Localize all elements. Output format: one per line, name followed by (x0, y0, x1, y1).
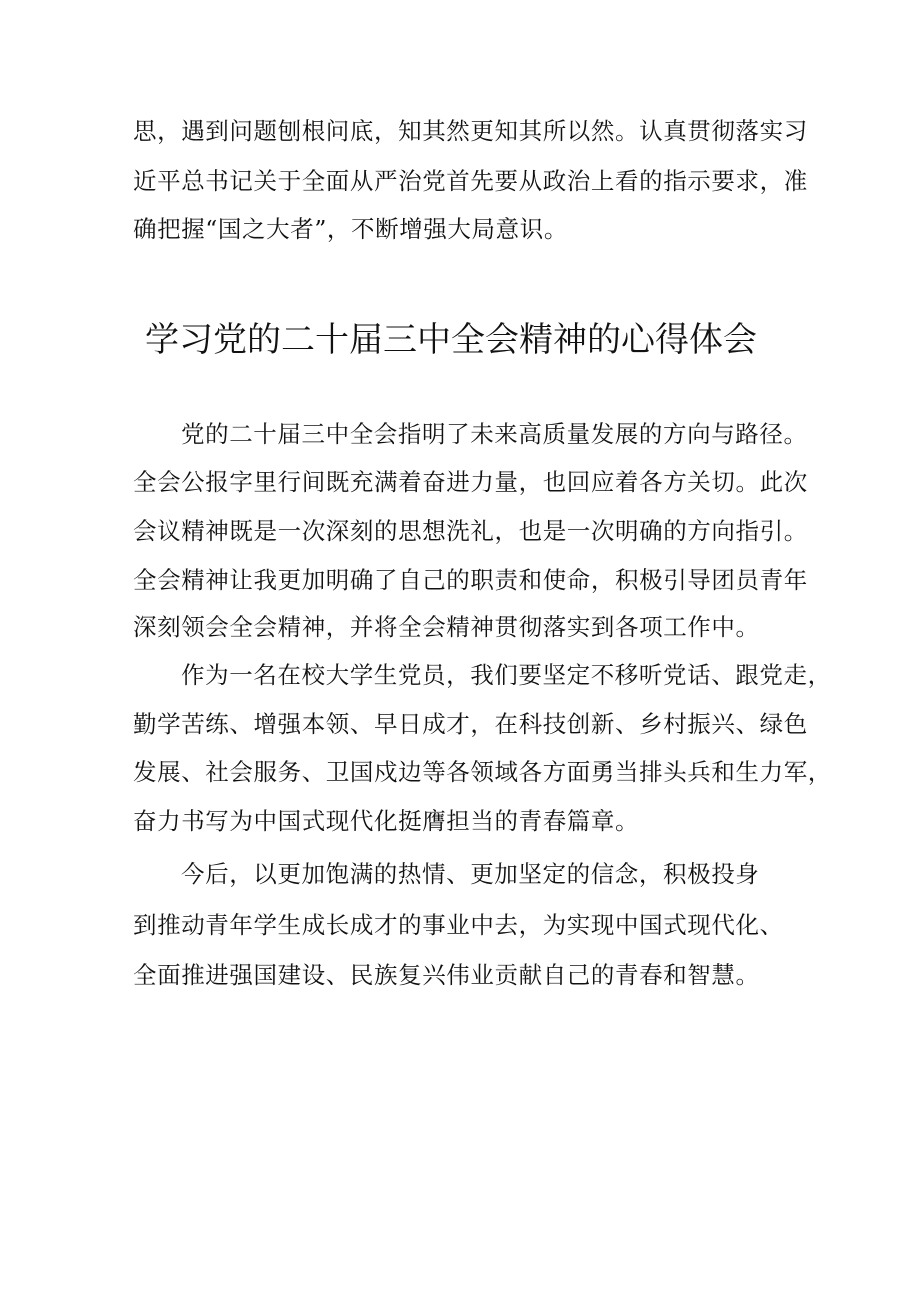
text-line: 确把握“国之大者”，不断增强大局意识。 (133, 215, 568, 243)
text-line: 今后，以更加饱满的热情、更加坚定的信念，积极投身 (181, 860, 760, 888)
text-line: 深刻领会全会精神，并将全会精神贯彻落实到各项工作中。 (133, 613, 760, 641)
text-line: 近平总书记关于全面从严治党首先要从政治上看的指示要求，准 (133, 167, 808, 195)
text-line: 到推动青年学生成长成才的事业中去，为实现中国式现代化、 (133, 911, 784, 939)
text-line: 全会公报字里行间既充满着奋进力量，也回应着各方关切。此次 (133, 468, 808, 496)
section-title: 学习党的二十届三中全会精神的心得体会 (145, 320, 757, 360)
text-line: 思，遇到问题刨根问底，知其然更知其所以然。认真贯彻落实习 (133, 117, 808, 145)
text-line: 作为一名在校大学生党员，我们要坚定不移听党话、跟党走， (181, 661, 832, 689)
text-line: 勤学苦练、增强本领、早日成才，在科技创新、乡村振兴、绿色 (133, 710, 808, 738)
text-line: 党的二十届三中全会指明了未来高质量发展的方向与路径。 (181, 420, 808, 448)
text-line: 奋力书写为中国式现代化挺膺担当的青春篇章。 (133, 807, 640, 835)
text-line: 全面推进强国建设、民族复兴伟业贡献自己的青春和智慧。 (133, 961, 760, 989)
text-line: 发展、社会服务、卫国戍边等各领域各方面勇当排头兵和生力军， (133, 758, 832, 786)
text-line: 全会精神让我更加明确了自己的职责和使命，积极引导团员青年 (133, 566, 808, 594)
text-line: 会议精神既是一次深刻的思想洗礼，也是一次明确的方向指引。 (133, 517, 808, 545)
